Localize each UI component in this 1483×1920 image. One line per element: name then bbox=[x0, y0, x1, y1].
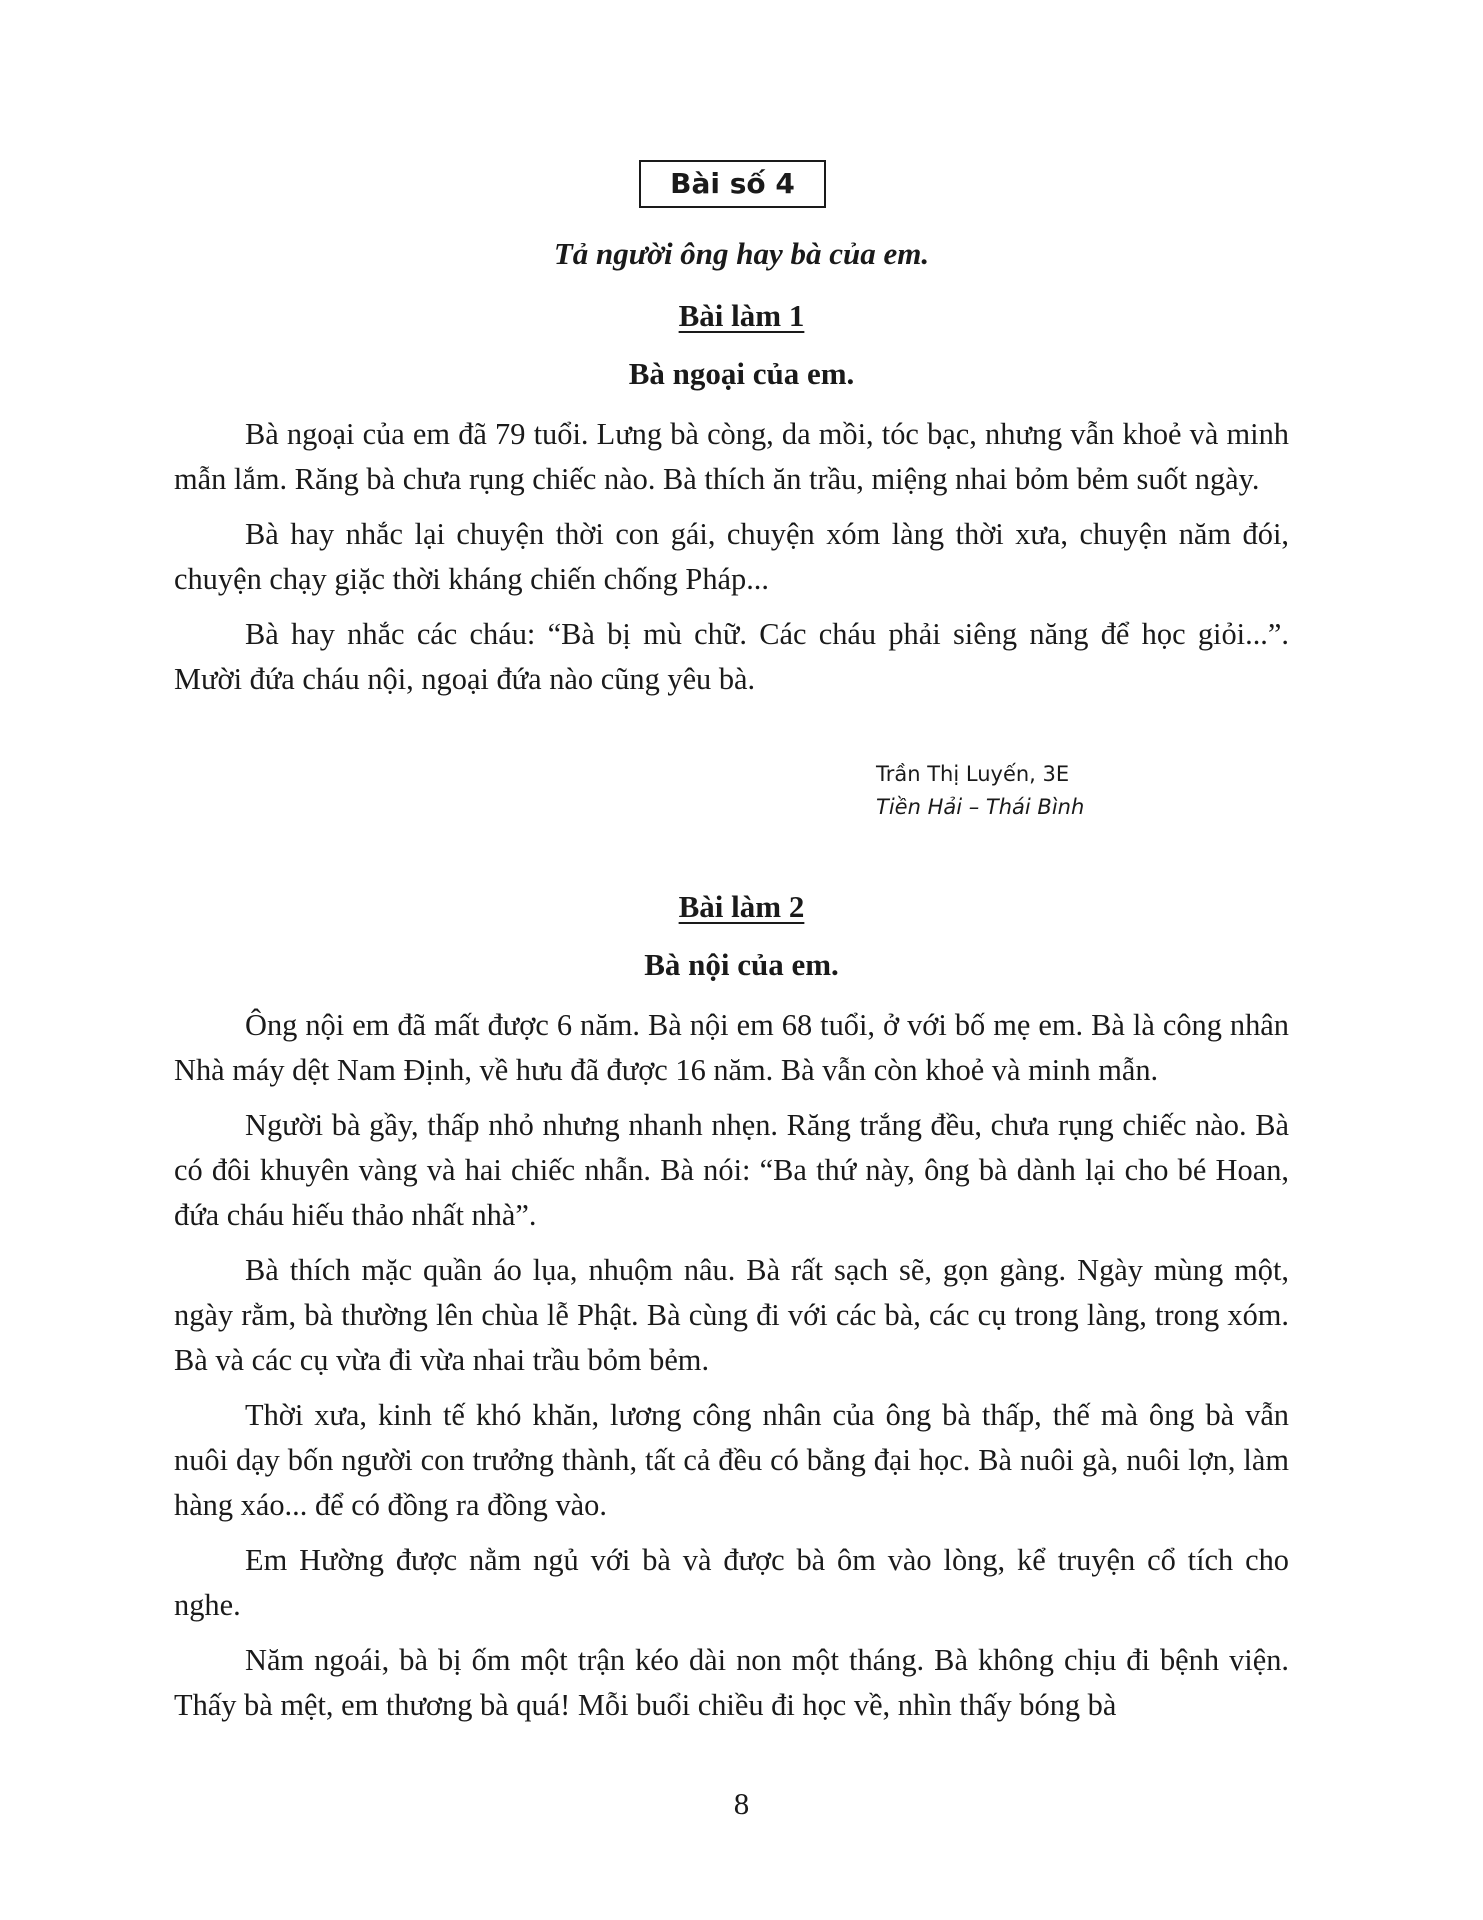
essay-1-body bbox=[174, 412, 1289, 712]
essay-2-paragraph-4: Thời xưa, kinh tế khó khăn, lương công nhân của ông bà thấp, thế mà ông bà vẫn nuôi dạy bốn người con trưởng thành, tất cả đều có bằng đại học. Bà nuôi gà, nuôi lợn, làm hàng xáo... để có đồng ra đồng vào. bbox=[174, 1398, 1289, 1522]
essay-2-paragraph-5: Em Hường được nằm ngủ với bà và được bà ôm vào lòng, kể truyện cổ tích cho nghe. bbox=[174, 1543, 1289, 1622]
essay-1-paragraph-1: Bà ngoại của em đã 79 tuổi. Lưng bà còng, da mồi, tóc bạc, nhưng vẫn khoẻ và minh mẫn lắm. Răng bà chưa rụng chiếc nào. Bà thích ăn trầu, miệng nhai bỏm bẻm suốt ngày. bbox=[174, 417, 1289, 496]
essay-1-paragraph-3: Bà hay nhắc các cháu: “Bà bị mù chữ. Các cháu phải siêng năng để học giỏi...”. Mười đứa cháu nội, ngoại đứa nào cũng yêu bà. bbox=[174, 617, 1289, 696]
essay-2-heading: Bài làm 2 bbox=[678, 889, 805, 924]
essay-1-author: Trần Thị Luyến, 3E bbox=[876, 762, 1070, 786]
page-number: 8 bbox=[733, 1786, 750, 1821]
essay-1-heading: Bài làm 1 bbox=[678, 298, 805, 333]
essay-2-paragraph-6: Năm ngoái, bà bị ốm một trận kéo dài non một tháng. Bà không chịu đi bệnh viện. Thấy bà mệt, em thương bà quá! Mỗi buổi chiều đi học về, nhìn thấy bóng bà bbox=[174, 1643, 1289, 1722]
essay-1-signature bbox=[876, 758, 1176, 824]
lesson-label-box: Bài số 4 bbox=[639, 160, 826, 208]
essay-prompt: Tả người ông hay bà của em. bbox=[553, 236, 930, 271]
essay-2-paragraph-2: Người bà gầy, thấp nhỏ nhưng nhanh nhẹn. Răng trắng đều, chưa rụng chiếc nào. Bà có đôi khuyên vàng và hai chiếc nhẫn. Bà nói: “Ba thứ này, ông bà dành lại cho bé Hoan, đứa cháu hiếu thảo nhất nhà”. bbox=[174, 1108, 1289, 1232]
essay-2-paragraph-1: Ông nội em đã mất được 6 năm. Bà nội em 68 tuổi, ở với bố mẹ em. Bà là công nhân Nhà máy dệt Nam Định, về hưu đã được 16 năm. Bà vẫn còn khoẻ và minh mẫn. bbox=[174, 1008, 1289, 1087]
essay-1-paragraph-2: Bà hay nhắc lại chuyện thời con gái, chuyện xóm làng thời xưa, chuyện năm đói, chuyện chạy giặc thời kháng chiến chống Pháp... bbox=[174, 517, 1289, 596]
essay-1-title: Bà ngoại của em. bbox=[628, 356, 855, 391]
essay-2-title: Bà nội của em. bbox=[644, 947, 839, 982]
essay-2-body bbox=[174, 1003, 1289, 1738]
essay-1-place: Tiền Hải – Thái Bình bbox=[876, 795, 1085, 819]
essay-2-paragraph-3: Bà thích mặc quần áo lụa, nhuộm nâu. Bà rất sạch sẽ, gọn gàng. Ngày mùng một, ngày rằm, bà thường lên chùa lễ Phật. Bà cùng đi với các bà, các cụ trong làng, trong xóm. Bà và các cụ vừa đi vừa nhai trầu bỏm bẻm. bbox=[174, 1253, 1289, 1377]
